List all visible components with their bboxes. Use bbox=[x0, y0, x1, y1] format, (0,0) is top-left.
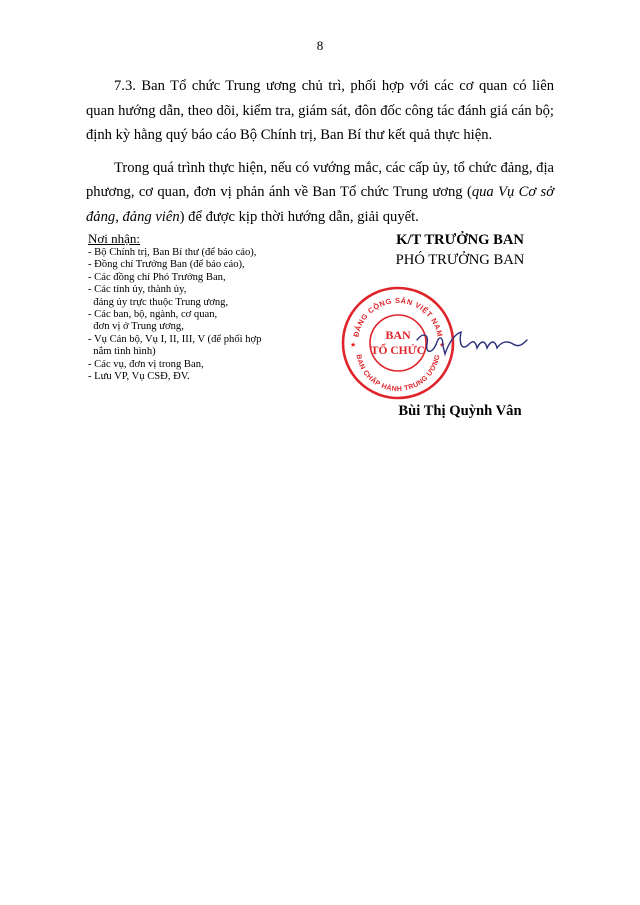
recipient-item: - Các tỉnh ủy, thành ủy, bbox=[88, 284, 187, 296]
seal-center-line-2: TỔ CHỨC bbox=[370, 345, 426, 357]
body-text bbox=[86, 74, 554, 229]
paragraph-feedback-italic: qua Vụ Cơ sở đảng, đảng viên bbox=[86, 184, 554, 225]
recipient-item: đơn vị ở Trung ương, bbox=[88, 321, 184, 333]
paragraph-feedback bbox=[86, 156, 554, 230]
seal-lower-text: BAN CHẤP HÀNH TRUNG ƯƠNG bbox=[354, 353, 442, 394]
paragraph-feedback-text: Trong quá trình thực hiện, nếu có vướng mắc, các cấp ủy, tổ chức đảng, địa phương, cơ quan, đơn vị phản ánh về Ban Tổ chức Trung ương ( bbox=[86, 159, 554, 200]
recipient-item: - Các ban, bộ, ngành, cơ quan, bbox=[88, 309, 218, 321]
seal-star-left: ★ bbox=[350, 341, 357, 349]
handwritten-signature bbox=[415, 328, 530, 360]
signature-block bbox=[360, 230, 560, 270]
recipient-item: nắm tình hình) bbox=[88, 346, 156, 358]
recipient-item: - Các vụ, đơn vị trong Ban, bbox=[88, 358, 204, 370]
signature-stroke bbox=[417, 332, 527, 354]
seal-center-line-1: BAN bbox=[385, 328, 411, 342]
page-number: 8 bbox=[316, 38, 324, 53]
role-line-1: K/T TRƯỞNG BAN bbox=[396, 232, 524, 248]
role-line-2: PHÓ TRƯỞNG BAN bbox=[395, 252, 525, 268]
seal-outer-text: ĐẢNG CỘNG SẢN VIỆT NAM bbox=[351, 295, 445, 338]
recipient-item: đảng ủy trực thuộc Trung ương, bbox=[88, 296, 229, 308]
signer-name: Bùi Thị Quỳnh Vân bbox=[398, 403, 522, 419]
recipient-item: - Các đồng chí Phó Trưởng Ban, bbox=[88, 271, 226, 283]
paragraph-feedback-tail: ) để được kịp thời hướng dẫn, giải quyết. bbox=[179, 208, 419, 225]
recipient-item: - Bộ Chính trị, Ban Bí thư (để báo cáo), bbox=[88, 247, 257, 258]
recipient-item: - Vụ Cán bộ, Vụ I, II, III, V (để phối hợp bbox=[88, 333, 262, 345]
paragraph-7-3: 7.3. Ban Tổ chức Trung ương chủ trì, phối hợp với các cơ quan có liên quan hướng dẫn, theo dõi, kiểm tra, giám sát, đôn đốc công tác đánh giá cán bộ; định kỳ hằng quý báo cáo Bộ Chính trị, Ban Bí thư kết quả thực hiện. bbox=[86, 78, 554, 143]
recipients-block bbox=[88, 232, 338, 383]
seal-star-right: ★ bbox=[439, 341, 446, 349]
recipients-title: Nơi nhận: bbox=[88, 231, 141, 246]
recipient-item: - Đồng chí Trưởng Ban (để báo cáo), bbox=[88, 259, 245, 271]
recipient-item: - Lưu VP, Vụ CSĐ, ĐV. bbox=[88, 371, 190, 383]
